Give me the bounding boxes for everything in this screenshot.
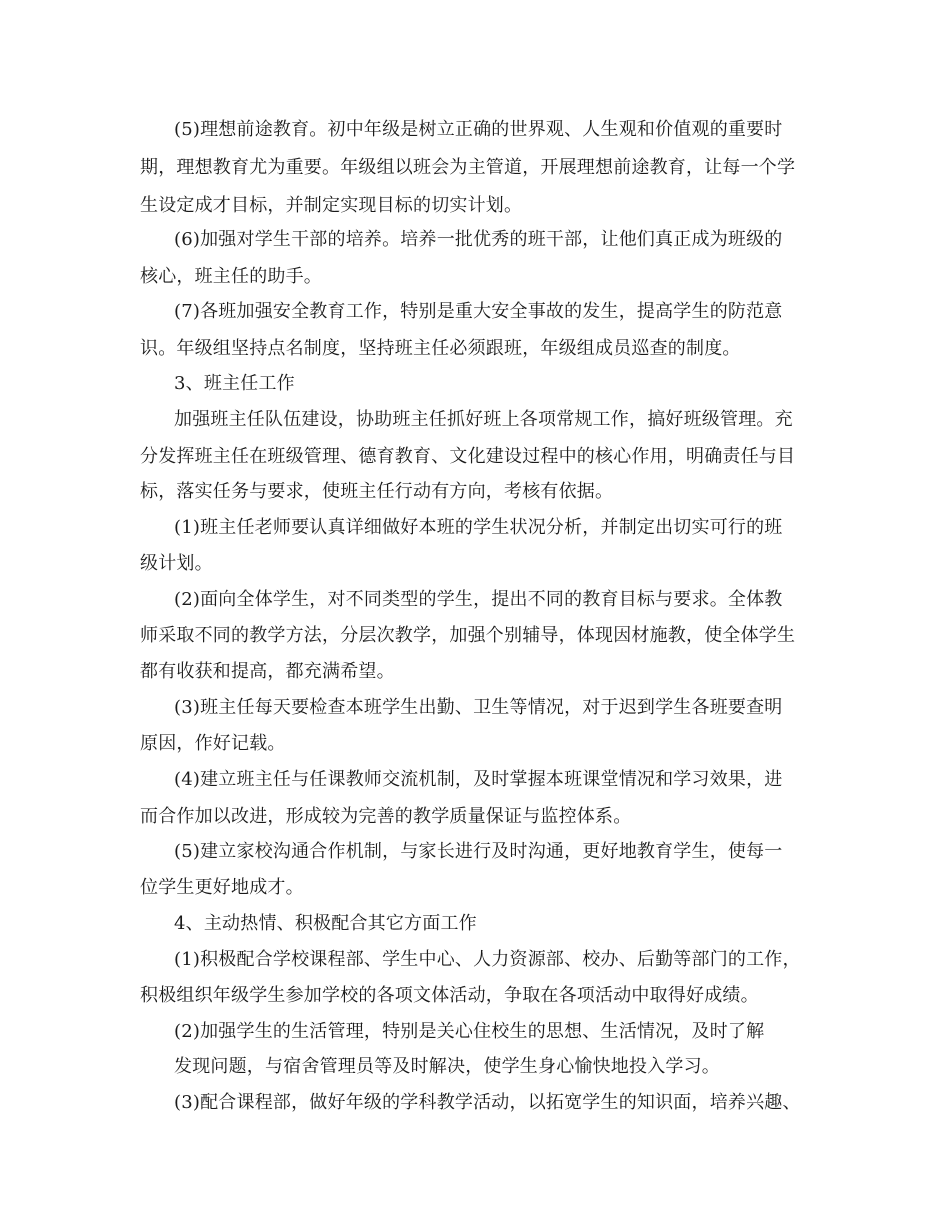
paragraph-line: (7)各班加强安全教育工作，特别是重大安全事故的发生，提高学生的防范意 <box>174 301 783 322</box>
paragraph-line: 分发挥班主任在班级管理、德育教育、文化建设过程中的核心作用，明确责任与目 <box>140 446 796 467</box>
paragraph-line: 师采取不同的教学方法，分层次教学，加强个别辅导，体现因材施教，使全体学生 <box>140 625 796 646</box>
paragraph-line: 核心，班主任的助手。 <box>140 266 322 287</box>
paragraph-line: (5)建立家校沟通合作机制，与家长进行及时沟通，更好地教育学生，使每一 <box>174 841 783 862</box>
paragraph-line: (4)建立班主任与任课教师交流机制，及时掌握本班课堂情况和学习效果，进 <box>174 769 783 790</box>
paragraph-line: (3)配合课程部，做好年级的学科教学活动，以拓宽学生的知识面，培养兴趣、 <box>174 1092 801 1113</box>
paragraph-line: (1)班主任老师要认真详细做好本班的学生状况分析，并制定出切实可行的班 <box>174 517 783 538</box>
paragraph-line: 加强班主任队伍建设，协助班主任抓好班上各项常规工作，搞好班级管理。充 <box>174 409 793 430</box>
section-heading: 3、班主任工作 <box>174 373 295 394</box>
paragraph-line: (2)加强学生的生活管理，特别是关心住校生的思想、生活情况，及时了解 <box>174 1021 765 1042</box>
paragraph-line: (1)积极配合学校课程部、学生中心、人力资源部、校办、后勤等部门的工作， <box>174 949 801 970</box>
paragraph-line: (2)面向全体学生，对不同类型的学生，提出不同的教育目标与要求。全体教 <box>174 589 783 610</box>
paragraph-line: 积极组织年级学生参加学校的各项文体活动，争取在各项活动中取得好成绩。 <box>140 985 759 1006</box>
paragraph-line: 识。年级组坚持点名制度，坚持班主任必须跟班，年级组成员巡查的制度。 <box>140 338 741 359</box>
paragraph-line: 而合作加以改进，形成较为完善的教学质量保证与监控体系。 <box>140 806 632 827</box>
paragraph-line: (3)班主任每天要检查本班学生出勤、卫生等情况，对于迟到学生各班要查明 <box>174 697 783 718</box>
paragraph-line: 都有收获和提高，都充满希望。 <box>140 661 395 682</box>
paragraph-line: 原因，作好记载。 <box>140 733 286 754</box>
paragraph-line: 位学生更好地成才。 <box>140 877 304 898</box>
section-heading: 4、主动热情、积极配合其它方面工作 <box>174 913 477 934</box>
paragraph-line: (6)加强对学生干部的培养。培养一批优秀的班干部，让他们真正成为班级的 <box>174 229 783 250</box>
paragraph-line: 发现问题，与宿舍管理员等及时解决，使学生身心愉快地投入学习。 <box>174 1056 720 1077</box>
paragraph-line: (5)理想前途教育。初中年级是树立正确的世界观、人生观和价值观的重要时 <box>174 119 783 140</box>
paragraph-line: 生设定成才目标，并制定实现目标的切实计划。 <box>140 195 523 216</box>
paragraph-line: 期，理想教育尤为重要。年级组以班会为主管道，开展理想前途教育，让每一个学 <box>140 157 796 178</box>
paragraph-line: 标，落实任务与要求，使班主任行动有方向，考核有依据。 <box>140 481 614 502</box>
paragraph-line: 级计划。 <box>140 553 213 574</box>
